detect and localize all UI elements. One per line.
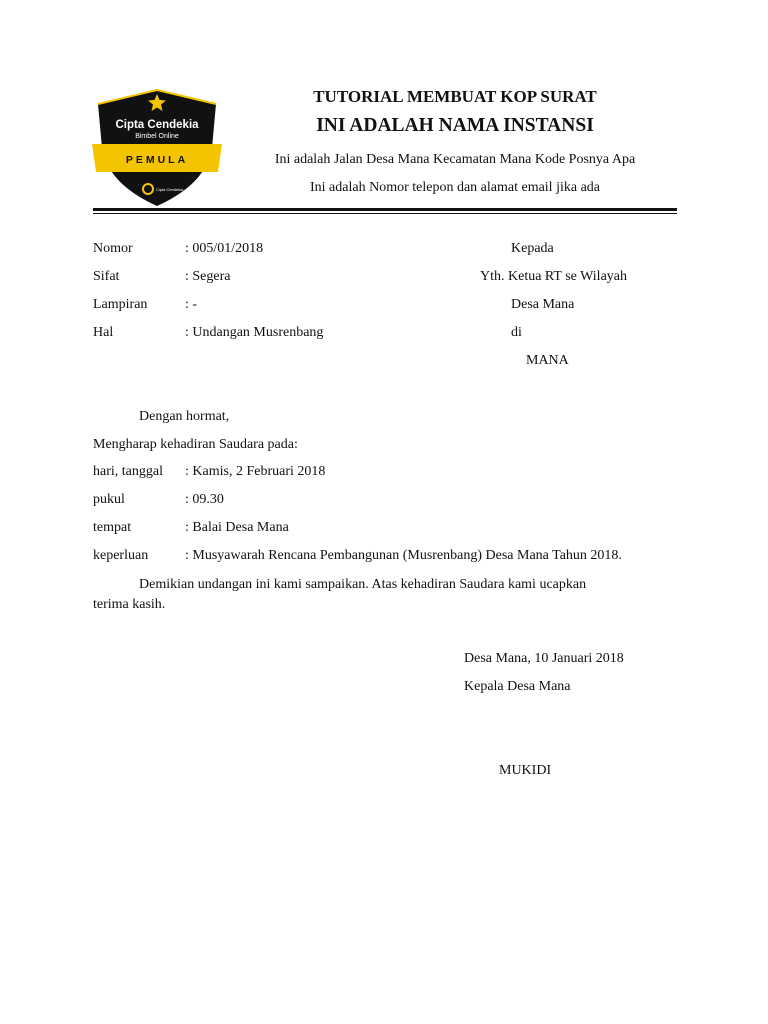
meta-label: Sifat <box>93 269 120 284</box>
closing-text-end: terima kasih. <box>93 597 166 612</box>
meta-label: Lampiran <box>93 297 148 312</box>
recipient-line: MANA <box>526 353 569 368</box>
meta-value: : - <box>185 297 198 312</box>
detail-label: keperluan <box>93 548 149 563</box>
meta-label: Nomor <box>93 241 133 256</box>
greeting: Dengan hormat, <box>139 409 230 424</box>
logo-brand-text: Cipta Cendekia <box>115 119 199 131</box>
meta-value: : Undangan Musrenbang <box>185 325 324 340</box>
recipient-line: Yth. Ketua RT se Wilayah <box>480 269 627 284</box>
recipient-line: di <box>511 325 522 340</box>
recipient-line: Kepada <box>511 241 554 256</box>
detail-value: : 09.30 <box>185 492 224 507</box>
meta-value: : Segera <box>185 269 231 284</box>
detail-value: : Musyawarah Rencana Pembangunan (Musrenbang) Desa Mana Tahun 2018. <box>185 548 622 563</box>
institution-address: Ini adalah Jalan Desa Mana Kecamatan Mana Kode Posnya Apa <box>274 152 636 167</box>
intro: Mengharap kehadiran Saudara pada: <box>93 437 298 452</box>
detail-value: : Balai Desa Mana <box>185 520 289 535</box>
logo-sub-text: Bimbel Online <box>135 133 179 140</box>
kop-title: TUTORIAL MEMBUAT KOP SURAT <box>313 87 597 106</box>
detail-label: tempat <box>93 520 132 535</box>
institution-name: INI ADALAH NAMA INSTANSI <box>316 115 594 136</box>
logo-level-text: PEMULA <box>125 154 189 166</box>
signatory-position: Kepala Desa Mana <box>464 679 571 694</box>
header-rule-thin <box>93 213 677 214</box>
header-rule-thick <box>93 208 677 211</box>
closing-text: Demikian undangan ini kami sampaikan. Atas kehadiran Saudara kami ucapkan <box>139 577 587 592</box>
signatory-name: MUKIDI <box>499 763 552 778</box>
institution-contact: Ini adalah Nomor telepon dan alamat email jika ada <box>310 180 600 195</box>
meta-value: : 005/01/2018 <box>185 241 264 256</box>
recipient-line: Desa Mana <box>511 297 575 312</box>
detail-value: : Kamis, 2 Februari 2018 <box>185 464 326 479</box>
detail-label: pukul <box>93 492 125 507</box>
place-date: Desa Mana, 10 Januari 2018 <box>464 651 624 666</box>
shield-logo <box>88 86 226 210</box>
detail-label: hari, tanggal <box>93 464 163 479</box>
meta-label: Hal <box>93 325 114 340</box>
logo-mini-text: Cipta Cendekia <box>156 187 184 192</box>
